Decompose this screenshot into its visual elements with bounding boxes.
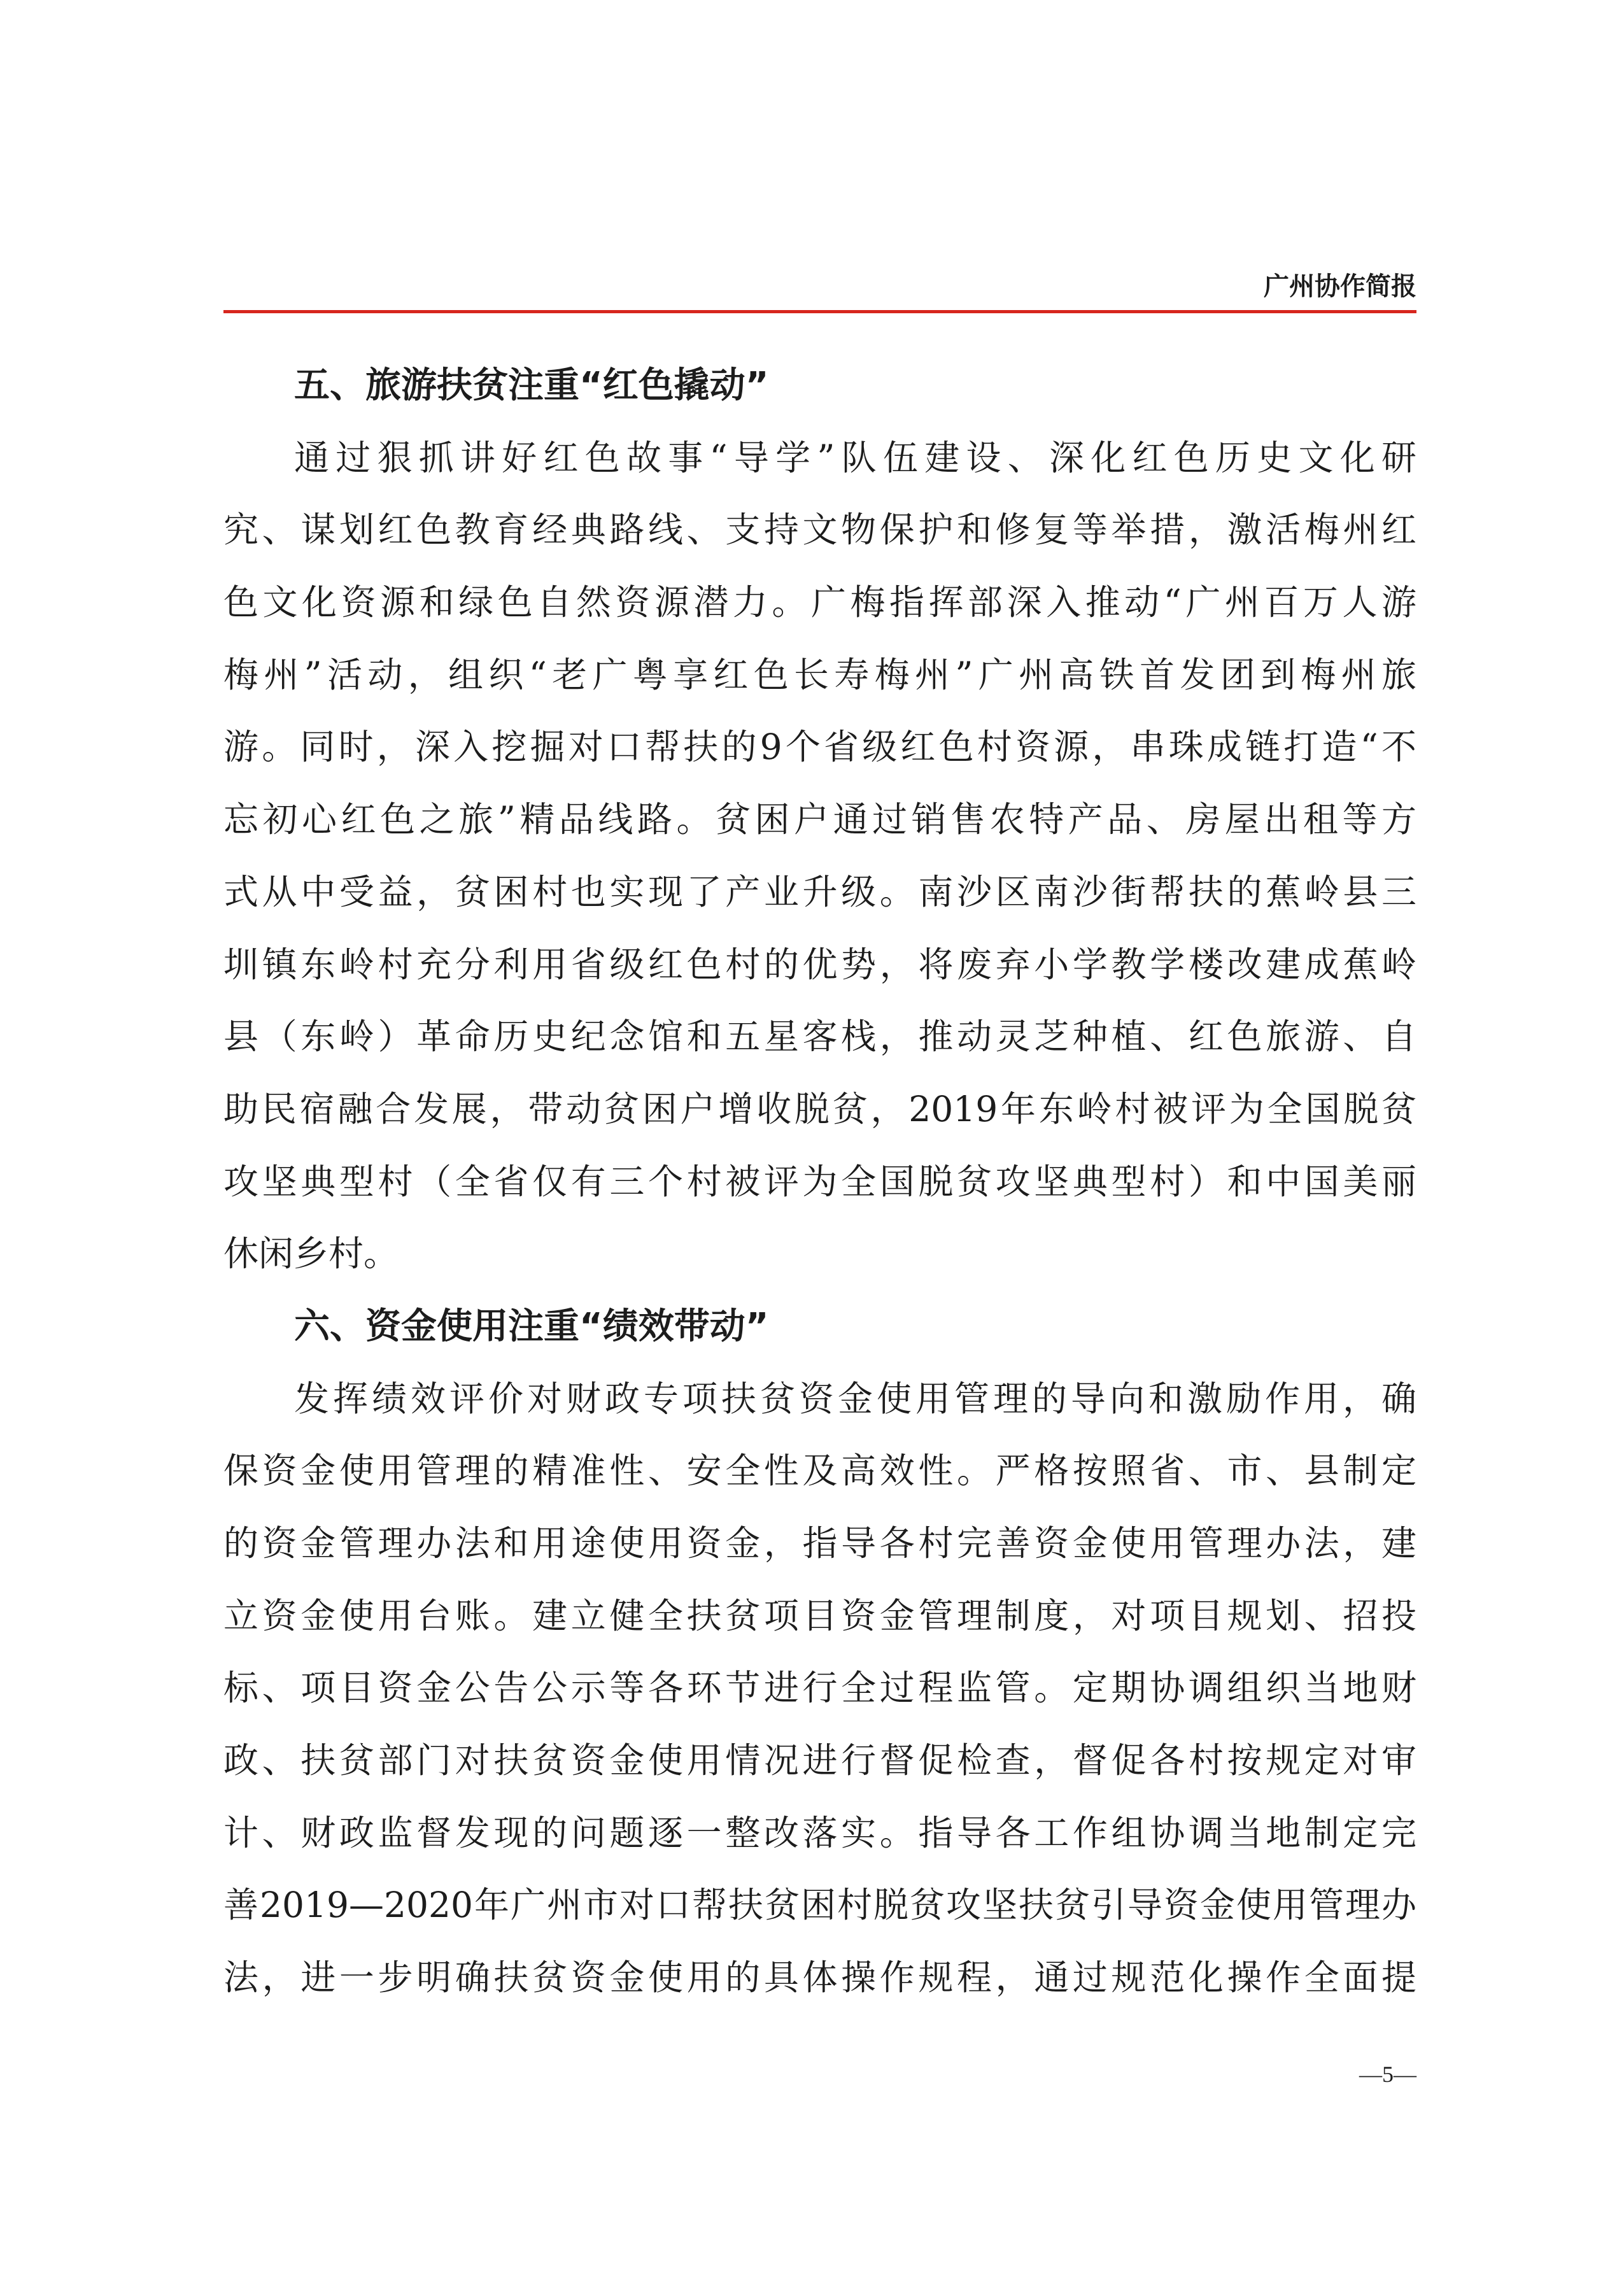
paragraph-line: 保资金使用管理的精准性、安全性及高效性。严格按照省、市、县制定 [223,1450,1416,1492]
paragraph-line: 助民宿融合发展，带动贫困户增收脱贫，2019年东岭村被评为全国脱贫 [223,1088,1416,1129]
paragraph-line: 法，进一步明确扶贫资金使用的具体操作规程，通过规范化操作全面提 [223,1957,1416,1999]
paragraph-line: 梅州”活动，组织“老广粤享红色长寿梅州”广州高铁首发团到梅州旅 [223,654,1416,695]
section-heading: 六、资金使用注重“绩效带动” [294,1305,769,1347]
paragraph-line: 色文化资源和绿色自然资源潜力。广梅指挥部深入推动“广州百万人游 [223,582,1416,623]
paragraph-line: 式从中受益，贫困村也实现了产业升级。南沙区南沙街帮扶的蕉岭县三 [223,871,1416,912]
paragraph-line: 究、谋划红色教育经典路线、支持文物保护和修复等举措，激活梅州红 [223,509,1416,551]
paragraph-line: 善2019—2020年广州市对口帮扶贫困村脱贫攻坚扶贫引导资金使用管理办 [223,1885,1416,1926]
paragraph-line: 休闲乡村。 [223,1233,399,1275]
paragraph-line: 忘初心红色之旅”精品线路。贫困户通过销售农特产品、房屋出租等方 [223,799,1416,840]
header-rule [223,310,1416,313]
paragraph-line: 标、项目资金公告公示等各环节进行全过程监管。定期协调组织当地财 [223,1667,1416,1709]
paragraph-line: 政、扶贫部门对扶贫资金使用情况进行督促检查，督促各村按规定对审 [223,1740,1416,1781]
header-title: 广州协作简报 [1264,272,1416,301]
section-heading: 五、旅游扶贫注重“红色撬动” [294,365,769,406]
paragraph-line: 的资金管理办法和用途使用资金，指导各村完善资金使用管理办法，建 [223,1523,1416,1564]
paragraph-line: 通过狠抓讲好红色故事“导学”队伍建设、深化红色历史文化研 [294,437,1416,478]
page-number: —5— [1359,2062,1416,2087]
paragraph-line: 圳镇东岭村充分利用省级红色村的优势，将废弃小学教学楼改建成蕉岭 [223,944,1416,985]
paragraph-line: 立资金使用台账。建立健全扶贫项目资金管理制度，对项目规划、招投 [223,1595,1416,1636]
paragraph-line: 县（东岭）革命历史纪念馆和五星客栈，推动灵芝种植、红色旅游、自 [223,1016,1416,1058]
paragraph-line: 游。同时，深入挖掘对口帮扶的9个省级红色村资源，串珠成链打造“不 [223,726,1416,768]
paragraph-line: 发挥绩效评价对财政专项扶贫资金使用管理的导向和激励作用，确 [294,1378,1416,1419]
document-body [223,350,1416,2014]
paragraph-line: 攻坚典型村（全省仅有三个村被评为全国脱贫攻坚典型村）和中国美丽 [223,1161,1416,1202]
paragraph-line: 计、财政监督发现的问题逐一整改落实。指导各工作组协调当地制定完 [223,1812,1416,1853]
